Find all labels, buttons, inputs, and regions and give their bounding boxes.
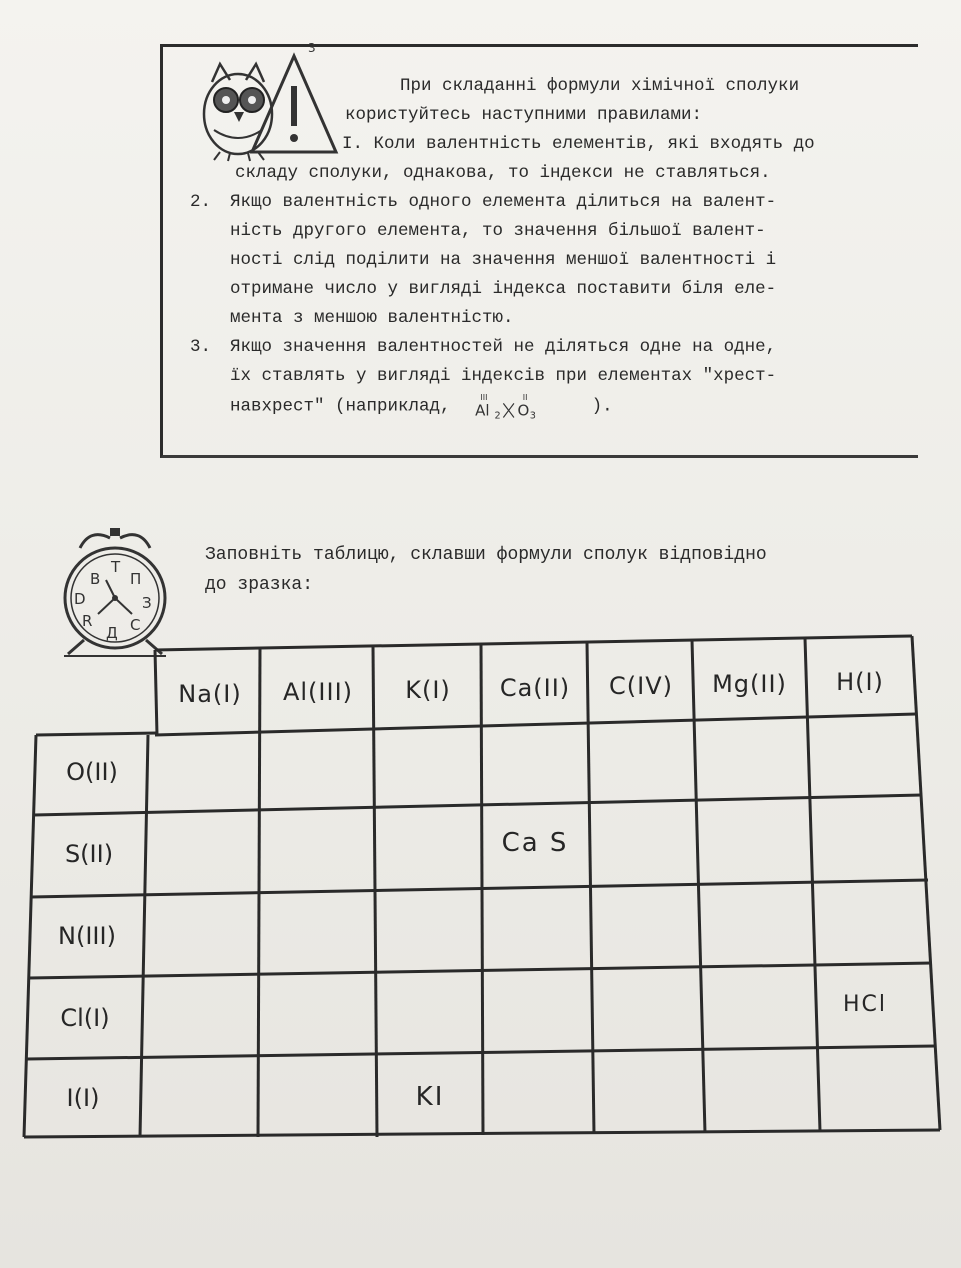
cell-h-cl: HCl — [842, 992, 888, 1017]
clock-letter-z: З — [142, 594, 152, 612]
clock-letter-v: В — [90, 570, 101, 588]
column-header-na: Na(I) — [178, 680, 242, 708]
example-al-valence: III — [480, 392, 488, 402]
rule2-line5: мента з меншою валентністю. — [230, 308, 514, 328]
example-al-symbol: Al — [475, 401, 490, 420]
row-header-cl: Cl(I) — [60, 1004, 110, 1032]
cell-ca-s: Ca S — [501, 828, 569, 858]
column-header-ca: Ca(II) — [499, 674, 571, 702]
column-header-k: K(I) — [405, 676, 451, 704]
column-header-al: Al(III) — [282, 678, 354, 706]
rule1-line2: складу сполуки, однакова, то індекси не ставляться. — [235, 163, 771, 183]
column-header-mg: Mg(II) — [712, 670, 787, 698]
task-line2: до зразка: — [205, 575, 314, 595]
row-header-n: N(III) — [58, 922, 116, 950]
rule3-line3-text: навхрест" (наприклад, — [230, 396, 451, 417]
rule2-line1-text: Якщо валентність одного елемента ділиться на валент- — [230, 192, 777, 212]
example-o-valence: II — [522, 392, 528, 402]
task-line1: Заповніть таблицю, склавши формули сполук відповідно — [205, 545, 767, 565]
row-header-i: I(I) — [66, 1084, 100, 1112]
rule2-line2: ність другого елемента, то значення більшої валент- — [230, 221, 766, 241]
clock-letter-t: Т — [111, 558, 121, 576]
row-header-s: S(II) — [64, 840, 114, 868]
rules-intro-line2: користуйтесь наступними правилами: — [345, 105, 703, 125]
cell-k-i: KI — [415, 1082, 445, 1112]
clock-letter-s: С — [130, 616, 141, 634]
clock-letter-r: R — [82, 612, 93, 630]
clock-letter-p: П — [130, 570, 142, 588]
rule2-number: 2. — [190, 192, 212, 212]
rule2-line3: ності слід поділити на значення меншої валентності і — [230, 250, 777, 270]
example-al-index: 2 — [494, 410, 501, 421]
clock-letter-d-latin: D — [74, 590, 86, 608]
rule3-line2: їх ставлять у вигляді індексів при елементах "хрест- — [230, 366, 777, 386]
svg-text:3: 3 — [308, 42, 316, 55]
rule3-number: 3. — [190, 337, 212, 357]
row-header-o: O(II) — [66, 758, 118, 786]
rules-intro-line1: При складанні формули хімічної сполуки — [400, 76, 800, 96]
rule1-line1: І. Коли валентність елементів, які входять до — [342, 134, 815, 154]
rule2-line4: отримане число у вигляді індекса поставити біля еле- — [230, 279, 777, 299]
example-o-index: 3 — [529, 410, 537, 421]
column-header-h: H(I) — [836, 668, 884, 696]
rule3-line3-end: ). — [591, 396, 613, 417]
clock-letter-d: Д — [106, 624, 118, 642]
rule3-line1-text: Якщо значення валентностей не діляться одне на одне, — [230, 337, 777, 357]
column-header-c: C(IV) — [609, 672, 673, 700]
example-o-symbol: O — [517, 401, 530, 420]
